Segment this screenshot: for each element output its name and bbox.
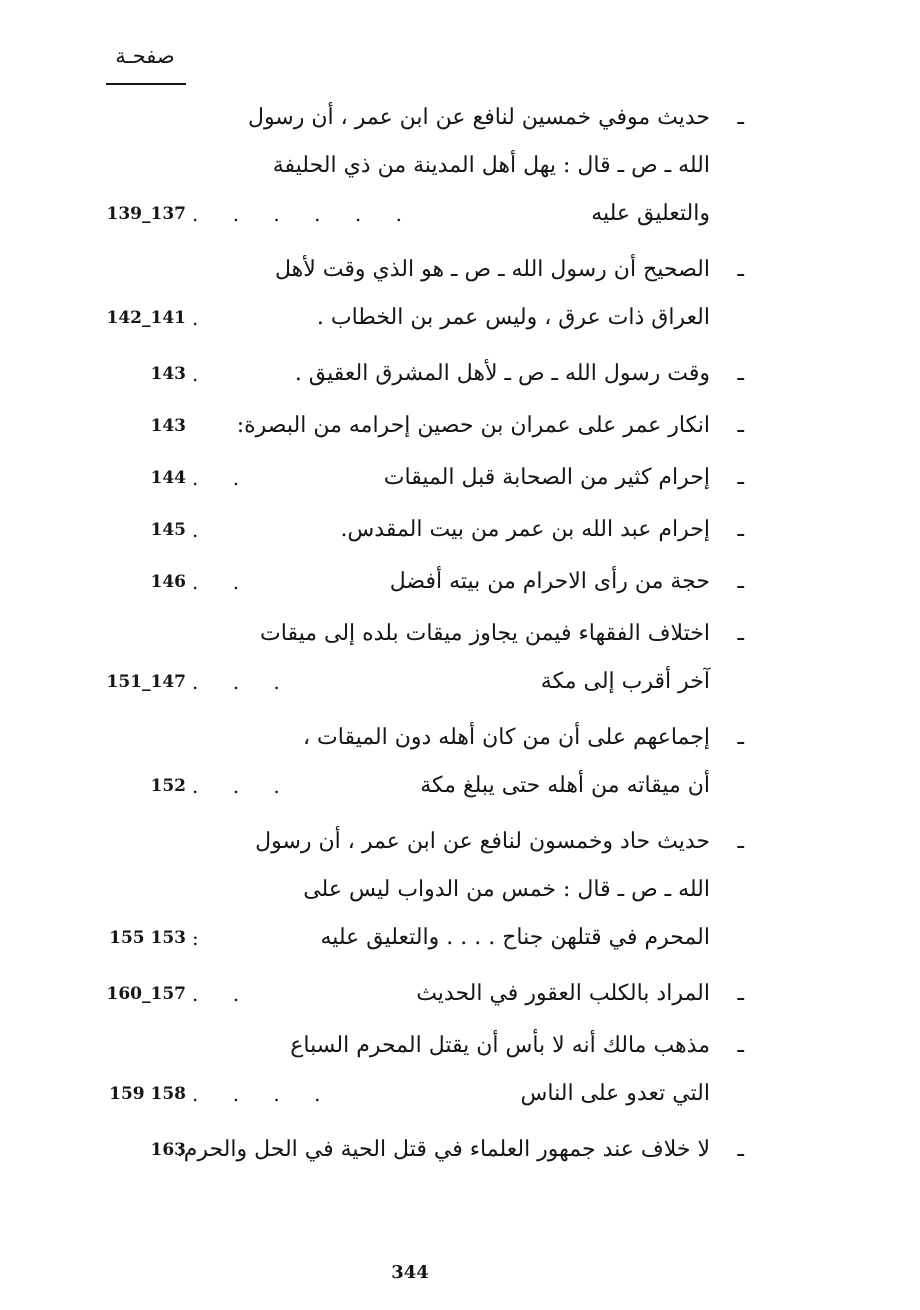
page-folio-number: 344 bbox=[391, 1262, 429, 1283]
toc-line bbox=[0, 144, 920, 192]
page-number: 163 bbox=[150, 1140, 186, 1160]
entry-text: المحرم في قتلهن جناح . . . . والتعليق عليه bbox=[320, 925, 710, 950]
toc-line bbox=[0, 560, 920, 608]
entry-dash: ـ bbox=[737, 361, 744, 386]
toc-line bbox=[0, 972, 920, 1020]
entry-text: والتعليق عليه bbox=[591, 201, 710, 226]
dot-leader: . . bbox=[192, 466, 254, 490]
page-number: 152 bbox=[150, 776, 186, 796]
entry-text: حديث حاد وخمسون لنافع عن ابن عمر ، أن رسول bbox=[255, 829, 710, 854]
dot-leader: . bbox=[192, 518, 213, 542]
toc-line bbox=[0, 404, 920, 452]
entry-dash: ـ bbox=[737, 413, 744, 438]
toc-entry bbox=[0, 508, 920, 556]
page-number: 146 bbox=[150, 572, 186, 592]
toc-entry bbox=[0, 404, 920, 452]
entry-text: اختلاف الفقهاء فيمن يجاوز ميقات بلده إلى ميقات bbox=[260, 621, 710, 646]
toc-line bbox=[0, 248, 920, 296]
toc-line bbox=[0, 764, 920, 812]
entry-text: آخر أقرب إلى مكة bbox=[540, 669, 710, 694]
entry-dash: ـ bbox=[737, 829, 744, 854]
entry-dash: ـ bbox=[737, 725, 744, 750]
entry-text: وقت رسول الله ـ ص ـ لأهل المشرق العقيق . bbox=[294, 361, 710, 386]
toc-line bbox=[0, 612, 920, 660]
toc-line bbox=[0, 456, 920, 504]
dot-leader: . . . . bbox=[192, 1082, 335, 1106]
toc-entry bbox=[0, 716, 920, 812]
entry-dash: ـ bbox=[737, 569, 744, 594]
toc-line bbox=[0, 1072, 920, 1120]
entry-text: مذهب مالك أنه لا بأس أن يقتل المحرم السباع bbox=[290, 1033, 710, 1058]
page-number: 151_147 bbox=[106, 672, 186, 692]
entry-text: حجة من رأى الاحرام من بيته أفضل bbox=[389, 569, 710, 594]
page-number: 155 153 bbox=[109, 928, 186, 948]
page-number: 160_157 bbox=[106, 984, 186, 1004]
toc-line bbox=[0, 1024, 920, 1072]
toc-line bbox=[0, 96, 920, 144]
toc-line bbox=[0, 192, 920, 240]
toc-entry bbox=[0, 612, 920, 708]
toc-line bbox=[0, 916, 920, 964]
entry-text: إجماعهم على أن من كان أهله دون الميقات ، bbox=[302, 725, 710, 750]
page-number: 143 bbox=[150, 416, 186, 436]
dot-leader: . . bbox=[192, 570, 254, 594]
dot-leader: . . bbox=[192, 982, 254, 1006]
page-number: 142_141 bbox=[106, 308, 186, 328]
page-number: 143 bbox=[150, 364, 186, 384]
entry-text: لا خلاف عند جمهور العلماء في قتل الحية في الحل والحرم: bbox=[176, 1137, 710, 1162]
page-number: 139_137 bbox=[106, 204, 186, 224]
entry-text: حديث موفي خمسين لنافع عن ابن عمر ، أن رسول bbox=[247, 105, 710, 130]
toc-line bbox=[0, 508, 920, 556]
page-number: 145 bbox=[150, 520, 186, 540]
dot-leader: . bbox=[192, 362, 213, 386]
entry-text: إحرام عبد الله بن عمر من بيت المقدس. bbox=[340, 517, 710, 542]
toc-line bbox=[0, 660, 920, 708]
entry-dash: ـ bbox=[737, 465, 744, 490]
dot-leader: . . . bbox=[192, 774, 294, 798]
entry-text: الله ـ ص ـ قال : خمس من الدواب ليس على bbox=[303, 877, 710, 902]
entry-text: العراق ذات عرق ، وليس عمر بن الخطاب . bbox=[316, 305, 710, 330]
entry-text: الله ـ ص ـ قال : يهل أهل المدينة من ذي الحليفة bbox=[272, 153, 710, 178]
page-number: 159 158 bbox=[109, 1084, 186, 1104]
entry-dash: ـ bbox=[737, 621, 744, 646]
toc-line bbox=[0, 1128, 920, 1176]
entry-dash: ـ bbox=[737, 257, 744, 282]
toc-entry bbox=[0, 972, 920, 1020]
entry-text: إحرام كثير من الصحابة قبل الميقات bbox=[383, 465, 710, 490]
entry-text: انكار عمر على عمران بن حصين إحرامه من البصرة: bbox=[236, 413, 710, 438]
entry-dash: ـ bbox=[737, 105, 744, 130]
entry-dash: ـ bbox=[737, 517, 744, 542]
dot-leader: : bbox=[192, 926, 213, 950]
dot-leader: . . . bbox=[192, 670, 294, 694]
toc-entry bbox=[0, 820, 920, 964]
entry-text: أن ميقاته من أهله حتى يبلغ مكة bbox=[420, 773, 710, 798]
toc-line bbox=[0, 868, 920, 916]
toc-entry bbox=[0, 456, 920, 504]
toc-line bbox=[0, 716, 920, 764]
toc-entry bbox=[0, 352, 920, 400]
heading-underline bbox=[106, 83, 186, 85]
toc-entry bbox=[0, 1024, 920, 1120]
toc-entry bbox=[0, 96, 920, 240]
page-column-heading: صفحـة bbox=[115, 44, 175, 68]
toc-line bbox=[0, 820, 920, 868]
toc-entry bbox=[0, 248, 920, 344]
toc-entry bbox=[0, 1128, 920, 1176]
toc-line bbox=[0, 352, 920, 400]
toc-line bbox=[0, 296, 920, 344]
entry-dash: ـ bbox=[737, 1137, 744, 1162]
entry-text: المراد بالكلب العقور في الحديث bbox=[416, 981, 710, 1006]
dot-leader: . . . . . . bbox=[192, 202, 416, 226]
entry-dash: ـ bbox=[737, 981, 744, 1006]
table-of-contents bbox=[0, 96, 920, 1176]
entry-text: الصحيح أن رسول الله ـ ص ـ هو الذي وقت لأهل bbox=[274, 257, 710, 282]
entry-text: التي تعدو على الناس bbox=[520, 1081, 710, 1106]
page-number: 144 bbox=[150, 468, 186, 488]
dot-leader: . bbox=[192, 306, 213, 330]
toc-entry bbox=[0, 560, 920, 608]
entry-dash: ـ bbox=[737, 1033, 744, 1058]
